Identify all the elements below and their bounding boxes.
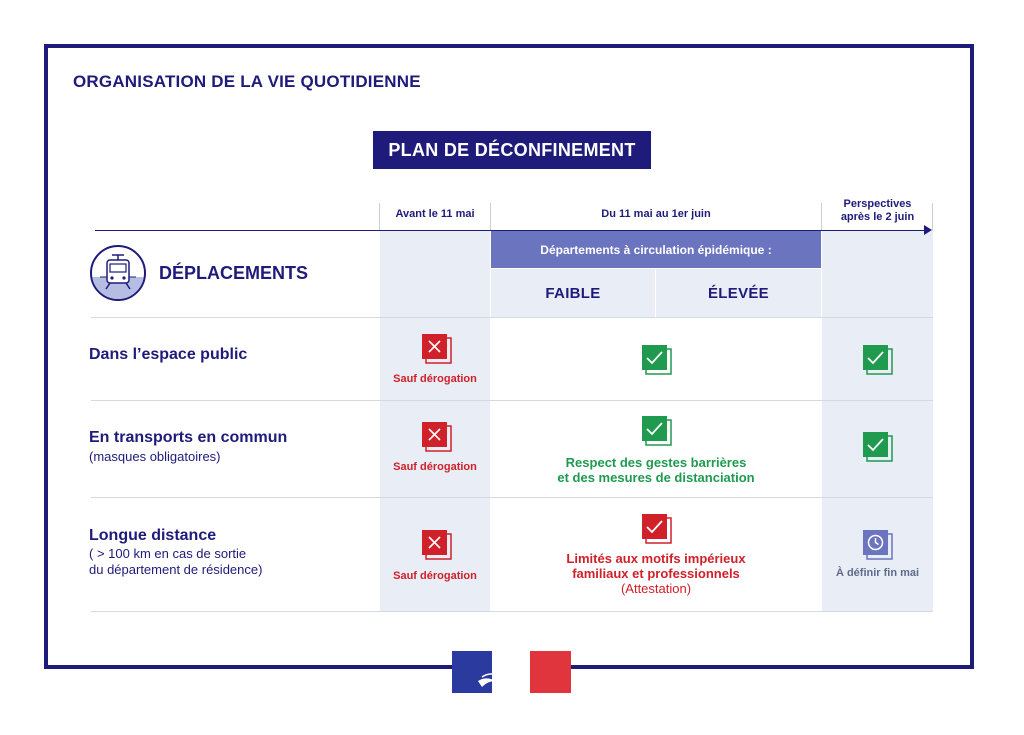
before-caption: Sauf dérogation bbox=[393, 373, 477, 385]
during-caption-line3: (Attestation) bbox=[620, 581, 692, 596]
plan-title: PLAN DE DÉCONFINEMENT bbox=[373, 131, 651, 169]
red-check-box-icon bbox=[642, 514, 672, 544]
check-box-icon bbox=[642, 345, 672, 375]
page-title: ORGANISATION DE LA VIE QUOTIDIENNE bbox=[73, 72, 421, 91]
during-caption-line2: et des mesures de distanciation bbox=[557, 470, 755, 485]
cross-box-icon bbox=[422, 334, 452, 364]
row-divider bbox=[91, 497, 933, 498]
check-box-icon bbox=[863, 345, 893, 375]
cross-box-icon bbox=[422, 530, 452, 560]
check-box-icon bbox=[642, 416, 672, 446]
column-after-line2: après le 2 juin bbox=[840, 211, 915, 223]
row-label-public-space: Dans l’espace public bbox=[89, 346, 248, 363]
tram-icon bbox=[90, 245, 146, 301]
before-caption: Sauf dérogation bbox=[393, 461, 477, 473]
cross-box-icon bbox=[422, 422, 452, 452]
row-sublabel-line2: du département de résidence) bbox=[89, 562, 263, 577]
header-divider bbox=[490, 203, 491, 231]
header-divider bbox=[932, 203, 933, 231]
header-divider bbox=[821, 203, 822, 231]
before-caption: Sauf dérogation bbox=[393, 570, 477, 582]
row-label-long-distance: Longue distance bbox=[89, 527, 217, 544]
row-divider bbox=[91, 611, 933, 612]
during-caption-line1: Respect des gestes barrières bbox=[565, 455, 747, 470]
row-sublabel-line1: ( > 100 km en cas de sortie bbox=[89, 546, 247, 561]
column-after-header bbox=[822, 198, 933, 224]
republic-logo bbox=[452, 651, 571, 693]
during-caption bbox=[491, 551, 821, 596]
level-high-header: ÉLEVÉE bbox=[656, 269, 821, 317]
row-divider bbox=[91, 317, 933, 318]
check-box-icon bbox=[863, 432, 893, 462]
row-sublabel bbox=[89, 546, 262, 578]
clock-box-icon bbox=[863, 530, 893, 560]
during-caption-line1: Limités aux motifs impérieux bbox=[566, 551, 746, 566]
column-after-line1: Perspectives bbox=[843, 198, 912, 210]
during-caption bbox=[491, 455, 821, 485]
after-caption: À définir fin mai bbox=[835, 567, 920, 579]
section-title: DÉPLACEMENTS bbox=[159, 263, 309, 283]
row-sublabel: (masques obligatoires) bbox=[89, 449, 221, 464]
level-low-header: FAIBLE bbox=[491, 269, 655, 317]
header-divider bbox=[379, 203, 380, 231]
row-label-public-transport: En transports en commun bbox=[89, 429, 288, 446]
timeline-arrow-icon bbox=[924, 225, 932, 235]
departments-band: Départements à circulation épidémique : bbox=[491, 231, 821, 268]
during-caption-line2: familiaux et professionnels bbox=[572, 566, 740, 581]
column-during-header: Du 11 mai au 1er juin bbox=[601, 208, 711, 220]
column-before-header: Avant le 11 mai bbox=[395, 208, 475, 220]
row-divider bbox=[91, 400, 933, 401]
